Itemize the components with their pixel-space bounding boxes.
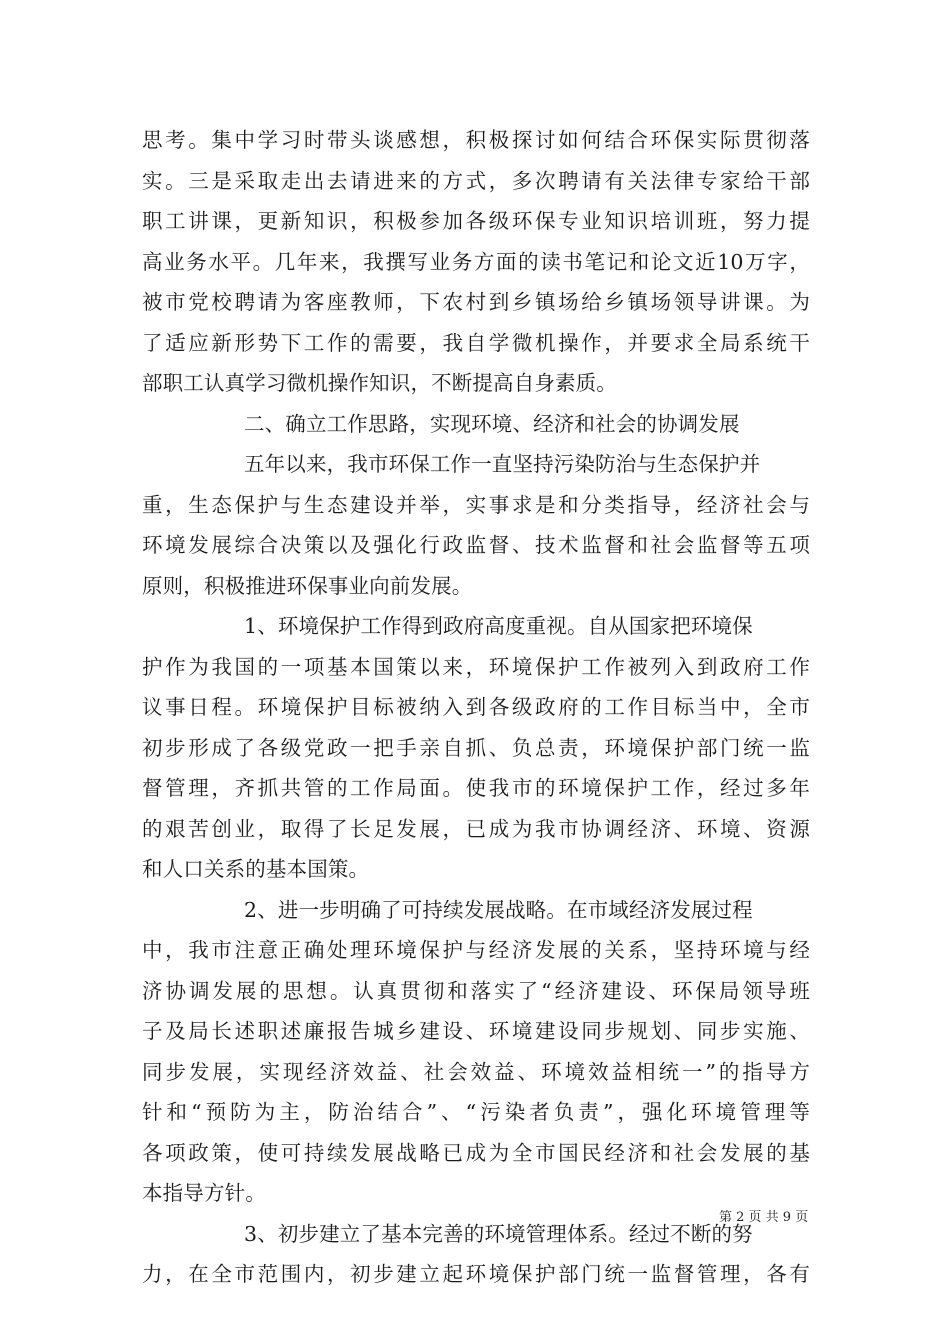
text-line: 3、初步建立了基本完善的环境管理体系。经过不断的努 (244, 1221, 753, 1246)
text-line: 五年以来，我市环保工作一直坚持污染防治与生态保护并 (244, 452, 761, 476)
page-number: 第 2 页 共 9 页 (719, 1210, 809, 1225)
text-line: 2、进一步明确了可持续发展战略。在市域经济发展过程 (244, 897, 753, 922)
text-line: 子及局长述职述廉报告城乡建设、环境建设同步规划、同步实施、 (142, 1019, 810, 1043)
text-line: 部职工认真学习微机操作知识，不断提高自身素质。 (142, 371, 617, 395)
text-line: 1、环境保护工作得到政府高度重视。自从国家把环境保 (244, 614, 753, 638)
text-line: 高业务水平。几年来，我撰写业务方面的读书笔记和论文近10万字， (142, 249, 810, 274)
text-line: 了适应新形势下工作的需要，我自学微机操作，并要求全局系统干 (142, 330, 810, 355)
text-line: 思考。集中学习时带头谈感想，积极探讨如何结合环保实际贯彻落 (142, 128, 810, 152)
text-line: 环境发展综合决策以及强化行政监督、技术监督和社会监督等五项 (142, 533, 810, 557)
text-line: 济协调发展的思想。认真贯彻和落实了“经济建设、环保局领导班 (142, 978, 810, 1003)
text-line: 督管理，齐抓共管的工作局面。使我市的环境保护工作，经过多年 (142, 776, 810, 800)
text-line: 和人口关系的基本国策。 (142, 857, 370, 881)
text-line: 护作为我国的一项基本国策以来，环境保护工作被列入到政府工作 (142, 654, 810, 679)
document-body (142, 120, 810, 1295)
text-line: 各项政策，使可持续发展战略已成为全市国民经济和社会发展的基 (142, 1140, 810, 1165)
text-line: 职工讲课，更新知识，积极参加各级环保专业知识培训班，努力提 (142, 209, 810, 233)
text-line: 同步发展，实现经济效益、社会效益、环境效益相统一”的指导方 (142, 1059, 810, 1084)
text-line: 议事日程。环境保护目标被纳入到各级政府的工作目标当中，全市 (142, 695, 810, 719)
text-line: 原则，积极推进环保事业向前发展。 (142, 573, 473, 598)
text-line: 中，我市注意正确处理环境保护与经济发展的关系，坚持环境与经 (142, 938, 810, 962)
text-line: 被市党校聘请为客座教师，下农村到乡镇场给乡镇场领导讲课。为 (142, 290, 810, 314)
text-line: 实。三是采取走出去请进来的方式，多次聘请有关法律专家给干部 (142, 168, 810, 193)
text-line: 重，生态保护与生态建设并举，实事求是和分类指导，经济社会与 (142, 492, 810, 517)
text-line: 的艰苦创业，取得了长足发展，已成为我市协调经济、环境、资源 (142, 816, 810, 841)
text-line: 本指导方针。 (142, 1181, 266, 1205)
section-heading: 二、确立工作思路，实现环境、经济和社会的协调发展 (244, 411, 740, 436)
text-line: 针和“预防为主，防治结合”、“污染者负责”，强化环境管理等 (142, 1100, 810, 1124)
text-line: 初步形成了各级党政一把手亲自抓、负总责，环境保护部门统一监 (142, 735, 810, 760)
text-line: 力，在全市范围内，初步建立起环境保护部门统一监督管理，各有 (142, 1262, 810, 1286)
